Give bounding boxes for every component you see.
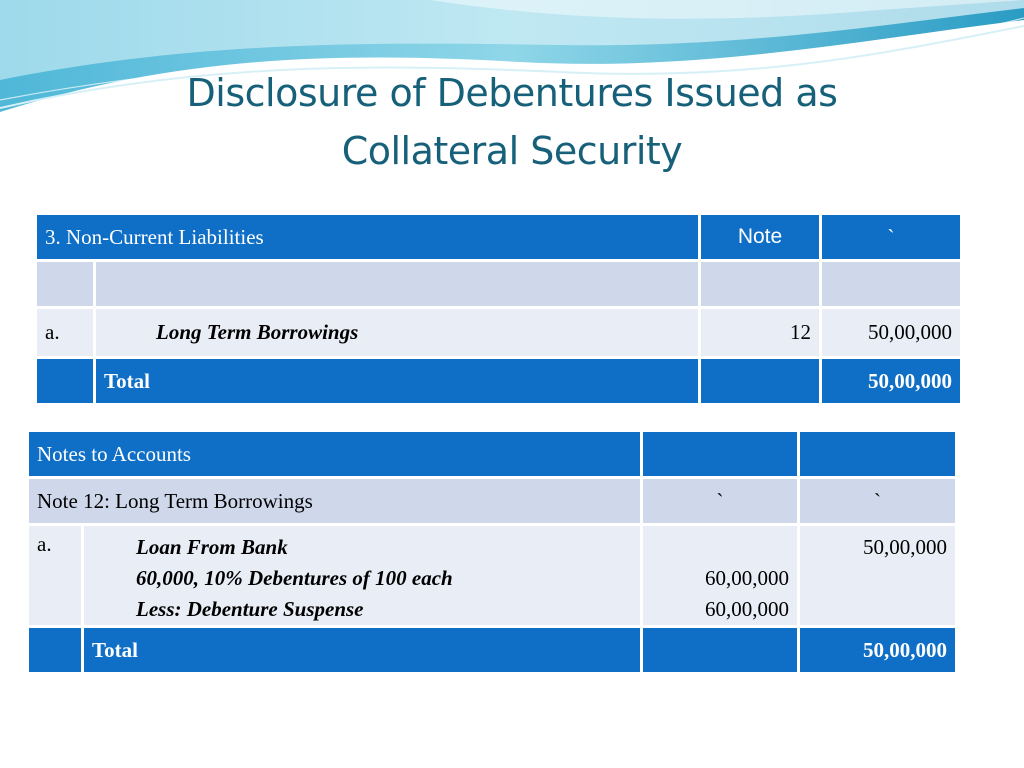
empty-cell bbox=[643, 628, 797, 672]
empty-cell bbox=[701, 359, 819, 403]
empty-cell bbox=[37, 359, 93, 403]
title-line-2: Collateral Security bbox=[341, 129, 683, 173]
row-amount-1: 50,00,000 bbox=[863, 535, 948, 559]
table-row bbox=[29, 526, 955, 625]
row-total-amount bbox=[800, 526, 955, 625]
row-amount-3: 60,00,000 bbox=[705, 597, 790, 621]
total-label: Total bbox=[84, 628, 640, 672]
title-line-1: Disclosure of Debentures Issued as bbox=[186, 71, 838, 115]
row-label: Long Term Borrowings bbox=[96, 309, 698, 356]
row-description bbox=[84, 526, 640, 625]
row-line-2: 60,000, 10% Debentures of 100 each bbox=[136, 566, 453, 590]
header-amount-symbol: ` bbox=[822, 215, 960, 259]
empty-cell bbox=[37, 262, 93, 306]
row-index: a. bbox=[37, 309, 93, 356]
row-amount: 50,00,000 bbox=[822, 309, 960, 356]
subheader-caption: Note 12: Long Term Borrowings bbox=[29, 479, 640, 523]
subheader-amount-symbol: ` bbox=[800, 479, 955, 523]
total-label: Total bbox=[96, 359, 698, 403]
empty-cell bbox=[822, 262, 960, 306]
row-subamounts bbox=[643, 526, 797, 625]
subheader-amount-symbol: ` bbox=[643, 479, 797, 523]
total-amount: 50,00,000 bbox=[800, 628, 955, 672]
table-header-row bbox=[37, 215, 960, 259]
total-amount: 50,00,000 bbox=[822, 359, 960, 403]
table-subheader-row bbox=[29, 479, 955, 523]
header-note: Note bbox=[701, 215, 819, 259]
row-amount-2: 60,00,000 bbox=[705, 566, 790, 590]
slide-title bbox=[0, 64, 1024, 180]
empty-cell bbox=[800, 432, 955, 476]
non-current-liabilities-table bbox=[34, 212, 963, 406]
empty-cell bbox=[643, 432, 797, 476]
table-header-row bbox=[29, 432, 955, 476]
row-line-3: Less: Debenture Suspense bbox=[136, 597, 364, 621]
empty-cell bbox=[701, 262, 819, 306]
row-line-1: Loan From Bank bbox=[136, 535, 288, 559]
row-index: a. bbox=[29, 526, 81, 625]
table-empty-row bbox=[37, 262, 960, 306]
table-total-row bbox=[29, 628, 955, 672]
header-caption: Notes to Accounts bbox=[29, 432, 640, 476]
header-caption: 3. Non-Current Liabilities bbox=[37, 215, 698, 259]
empty-cell bbox=[96, 262, 698, 306]
table-row bbox=[37, 309, 960, 356]
table-total-row bbox=[37, 359, 960, 403]
notes-to-accounts-table bbox=[26, 429, 958, 675]
row-note: 12 bbox=[701, 309, 819, 356]
row-blank-line bbox=[651, 532, 789, 563]
empty-cell bbox=[29, 628, 81, 672]
